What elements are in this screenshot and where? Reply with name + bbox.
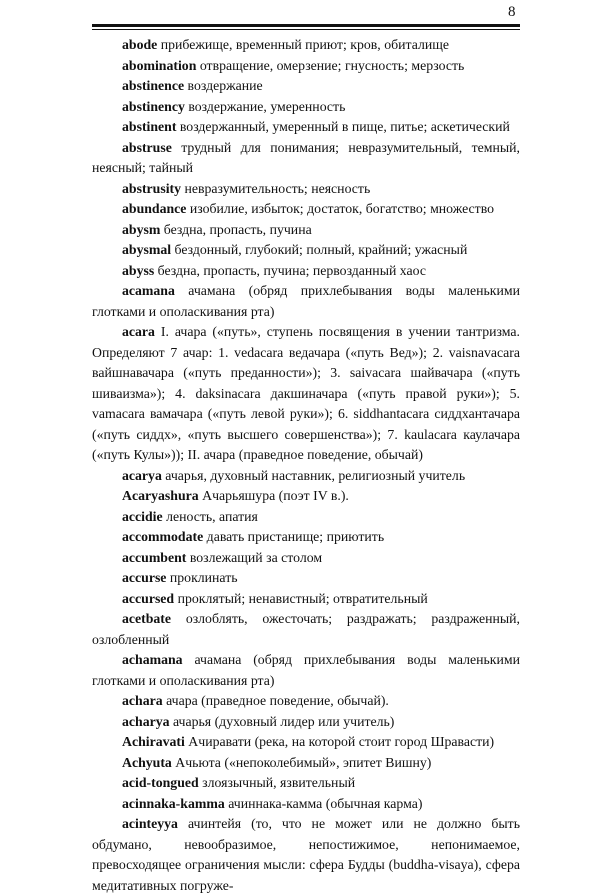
entry-definition: ачамана (обряд прихлебывания воды маленькими глотками и ополаскивания рта) (92, 283, 520, 319)
dictionary-entry (92, 691, 520, 712)
dictionary-entry (92, 35, 520, 56)
dictionary-entry (92, 753, 520, 774)
entry-definition: проклятый; ненавистный; отвратительный (177, 590, 428, 606)
entry-headword: Acaryashura (122, 488, 199, 503)
dictionary-entry (92, 117, 520, 138)
entry-headword: achamana (122, 652, 183, 667)
dictionary-entry (92, 56, 520, 77)
entry-definition: возлежащий за столом (189, 549, 323, 565)
entry-headword: accurse (122, 570, 167, 585)
entry-definition: бездна, пропасть, пучина; первозданный хаос (157, 262, 426, 278)
entry-headword: abomination (122, 57, 197, 73)
entry-definition: ачарья, духовный наставник, религиозный учитель (165, 467, 466, 483)
dictionary-entry (92, 527, 520, 548)
entry-headword: accumbent (122, 549, 187, 565)
entry-definition: ачинтейя (то, что не может или не должно быть обдумано, невообразимое, непостижимое, непонимаемое, превосходящее ограничения мысли: сфера Будды (buddha-visaya), сфера медитативных погруже- (92, 816, 521, 893)
entry-headword: abysmal (122, 242, 172, 257)
entry-definition: воздержанный, умеренный в пище, питье; аскетический (179, 119, 510, 134)
entry-definition: Ачиравати (река, на которой стоит город Шравасти) (188, 734, 495, 749)
entry-definition: бездонный, глубокий; полный, крайний; ужасный (174, 242, 468, 257)
entry-definition: ачарья (духовный лидер или учитель) (172, 713, 395, 729)
dictionary-entry (92, 199, 520, 220)
entry-list (92, 35, 520, 896)
entry-definition: невразумительность; неясность (184, 180, 371, 196)
dictionary-entry (92, 548, 520, 569)
entry-definition: изобилие, избыток; достаток, богатство; множество (189, 201, 495, 216)
entry-definition: прибежище, временный приют; кров, обиталище (160, 37, 449, 52)
header-rule-thin (92, 29, 520, 30)
entry-headword: Achyuta (122, 754, 172, 770)
dictionary-entry (92, 609, 520, 650)
entry-headword: acharya (122, 713, 170, 729)
dictionary-entry (92, 486, 520, 507)
dictionary-entry (92, 507, 520, 528)
dictionary-entry (92, 281, 520, 322)
entry-definition: леность, апатия (166, 508, 258, 524)
entry-headword: accidie (122, 508, 163, 524)
entry-headword: abstinency (122, 98, 185, 114)
entry-definition: ачиннака-камма (обычная карма) (228, 795, 423, 811)
entry-definition: воздержание, умеренность (188, 98, 346, 114)
entry-headword: acinteyya (122, 816, 178, 831)
dictionary-entry (92, 138, 520, 179)
entry-headword: accommodate (122, 529, 204, 544)
dictionary-entry (92, 589, 520, 610)
entry-definition: проклинать (169, 570, 238, 585)
entry-definition: озлоблять, ожесточать; раздражать; раздраженный, озлобленный (92, 611, 521, 647)
entry-headword: abstinence (122, 78, 185, 93)
entry-headword: abyss (122, 262, 155, 278)
dictionary-entry (92, 261, 520, 282)
entry-headword: acamana (122, 283, 175, 298)
dictionary-entry (92, 97, 520, 118)
entry-definition: злоязычный, язвительный (202, 775, 356, 790)
entry-headword: acara (122, 324, 155, 339)
entry-definition: I. ачара («путь», ступень посвящения в учении тантризма. Определяют 7 ачар: 1. vedacara ведачара («путь Вед»); 2. vaisnavacara вайшнавачара («путь преданности»); 3. saivacara шайвачара («путь шиваизма»); 4. daksinacara дакшиначара («путь правой руки»); 5. vamacara вамачара («путь левой руки»); 6. siddhantacara сиддхантачара («путь сиддх», «путь высшего совершенства»); 7. kaulacara каулачара («путь Кулы»)); II. ачара (праведное поведение, обычай) (92, 324, 521, 462)
entry-headword: abode (122, 37, 158, 52)
entry-headword: abysm (122, 221, 161, 237)
entry-headword: accursed (122, 590, 175, 606)
entry-definition: отвращение, омерзение; гнусность; мерзость (199, 57, 465, 73)
entry-definition: Ачьюта («непоколебимый», эпитет Вишну) (175, 754, 432, 770)
entry-headword: Achiravati (122, 734, 185, 749)
entry-headword: acarya (122, 467, 162, 483)
entry-definition: Ачарьяшура (поэт IV в.). (202, 488, 349, 503)
entry-headword: acid-tongued (122, 775, 199, 790)
header-rule-thick (92, 24, 520, 27)
entry-headword: abstrusity (122, 180, 182, 196)
entry-definition: давать пристанище; приютить (206, 529, 385, 544)
dictionary-entry (92, 814, 520, 896)
dictionary-entry (92, 322, 520, 466)
entry-definition: бездна, пропасть, пучина (163, 221, 312, 237)
dictionary-entry (92, 76, 520, 97)
dictionary-entry (92, 220, 520, 241)
dictionary-entry (92, 794, 520, 815)
dictionary-entry (92, 732, 520, 753)
dictionary-entry (92, 568, 520, 589)
dictionary-entry (92, 179, 520, 200)
dictionary-entry (92, 466, 520, 487)
entry-headword: abstinent (122, 119, 177, 134)
entry-headword: acetbate (122, 611, 172, 626)
entry-headword: achara (122, 693, 163, 708)
dictionary-entry (92, 240, 520, 261)
entry-headword: acinnaka-kamma (122, 795, 225, 811)
dictionary-entry (92, 773, 520, 794)
entry-definition: ачара (праведное поведение, обычай). (166, 693, 389, 708)
entry-headword: abundance (122, 201, 187, 216)
entry-definition: ачамана (обряд прихлебывания воды маленькими глотками и ополаскивания рта) (92, 652, 520, 688)
entry-headword: abstruse (122, 139, 172, 155)
page-number: 8 (508, 4, 516, 20)
dictionary-entry (92, 712, 520, 733)
entry-definition: трудный для понимания; невразумительный, темный, неясный; тайный (92, 139, 520, 175)
dictionary-entry (92, 650, 520, 691)
entry-definition: воздержание (187, 78, 263, 93)
